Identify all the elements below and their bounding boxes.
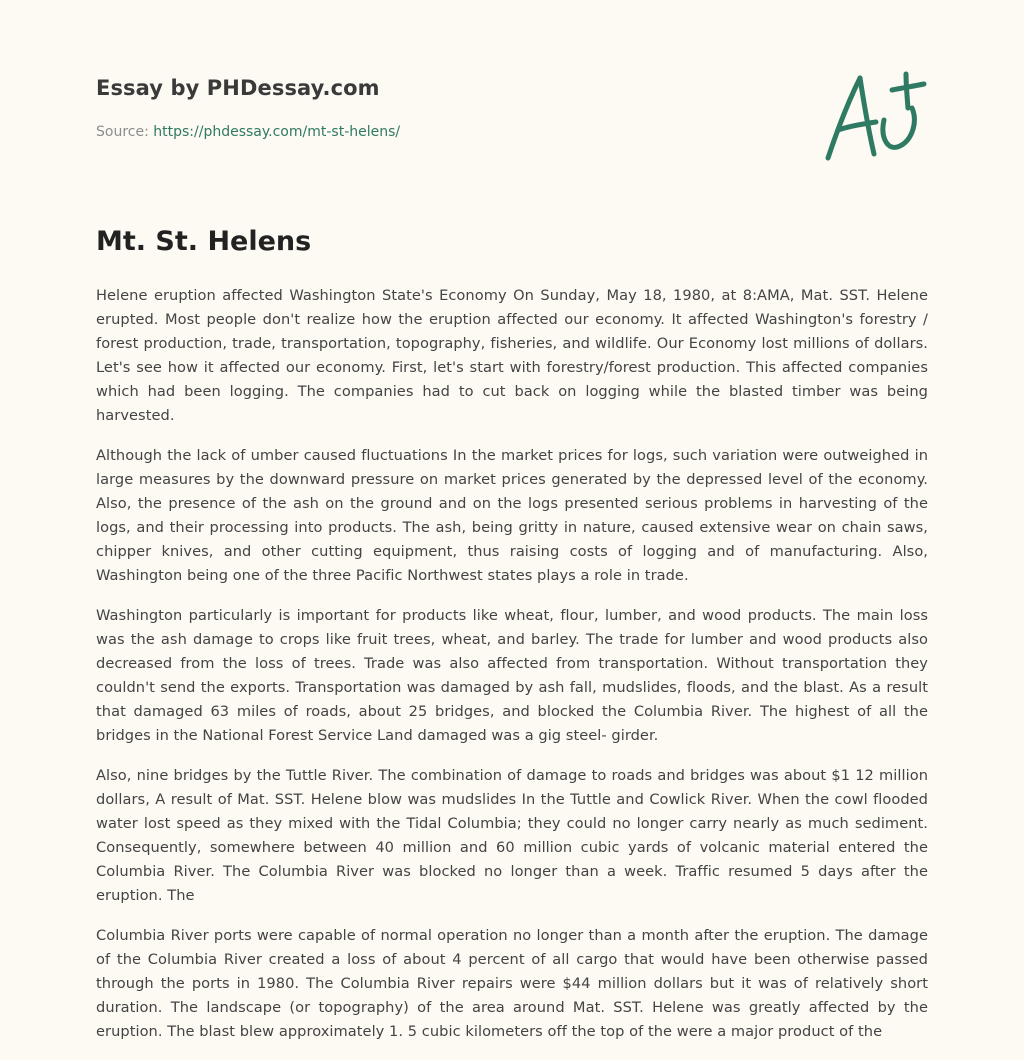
source-link[interactable]: https://phdessay.com/mt-st-helens/	[153, 124, 401, 140]
page-header	[96, 74, 928, 184]
essay-paragraph: Washington particularly is important for products like wheat, flour, lumber, and wood products. The main loss was the ash damage to crops like fruit trees, wheat, and barley. The trade for lumber and wood products also decreased from the loss of trees. Trade was also affected from transportation. Without transportation they couldn't send the exports. Transportation was damaged by ash fall, mudslides, floods, and the blast. As a result that damaged 63 miles of roads, about 25 bridges, and blocked the Columbia River. The highest of all the bridges in the National Forest Service Land damaged was a gig steel- girder.	[96, 607, 928, 744]
source-label: Source:	[96, 124, 149, 140]
essay-paragraph: Columbia River ports were capable of normal operation no longer than a month after the eruption. The damage of the Columbia River created a loss of about 4 percent of all cargo that would have been otherwise passed through the ports in 1980. The Columbia River repairs were $44 million dollars but it was of relatively short duration. The landscape (or topography) of the area around Mat. SST. Helene was greatly affected by the eruption. The blast blew approximately 1. 5 cubic kilometers off the top of the were a major product of the	[96, 927, 928, 1040]
essay-paragraph: Also, nine bridges by the Tuttle River. The combination of damage to roads and bridges was about $1 12 million dollars, A result of Mat. SST. Helene blow was mudslides In the Tuttle and Cowlick River. When the cowl flooded water lost speed as they mixed with the Tidal Columbia; they could no longer carry nearly as much sediment. Consequently, somewhere between 40 million and 60 million cubic yards of volcanic material entered the Columbia River. The Columbia River was blocked no longer than a week. Traffic resumed 5 days after the eruption. The	[96, 767, 928, 904]
page-title: Mt. St. Helens	[96, 226, 312, 257]
a-plus-logo-icon	[824, 68, 928, 164]
source-line	[96, 124, 400, 140]
brand-title: Essay by PHDessay.com	[96, 76, 380, 100]
essay-paragraph: Helene eruption affected Washington State's Economy On Sunday, May 18, 1980, at 8:AMA, Mat. SST. Helene erupted. Most people don't realize how the eruption affected our economy. It affected Washington's forestry / forest production, trade, transportation, topography, fisheries, and wildlife. Our Economy lost millions of dollars. Let's see how it affected our economy. First, let's start with forestry/forest production. This affected companies which had been logging. The companies had to cut back on logging while the blasted timber was being harvested.	[96, 287, 928, 424]
essay-paragraph: Although the lack of umber caused fluctuations In the market prices for logs, such variation were outweighed in large measures by the downward pressure on market prices generated by the depressed level of the economy. Also, the presence of the ash on the ground and on the logs presented serious problems in harvesting of the logs, and their processing into products. The ash, being gritty in nature, caused extensive wear on chain saws, chipper knives, and other cutting equipment, thus raising costs of logging and of manufacturing. Also, Washington being one of the three Pacific Northwest states plays a role in trade.	[96, 447, 928, 584]
essay-body	[96, 284, 928, 1060]
